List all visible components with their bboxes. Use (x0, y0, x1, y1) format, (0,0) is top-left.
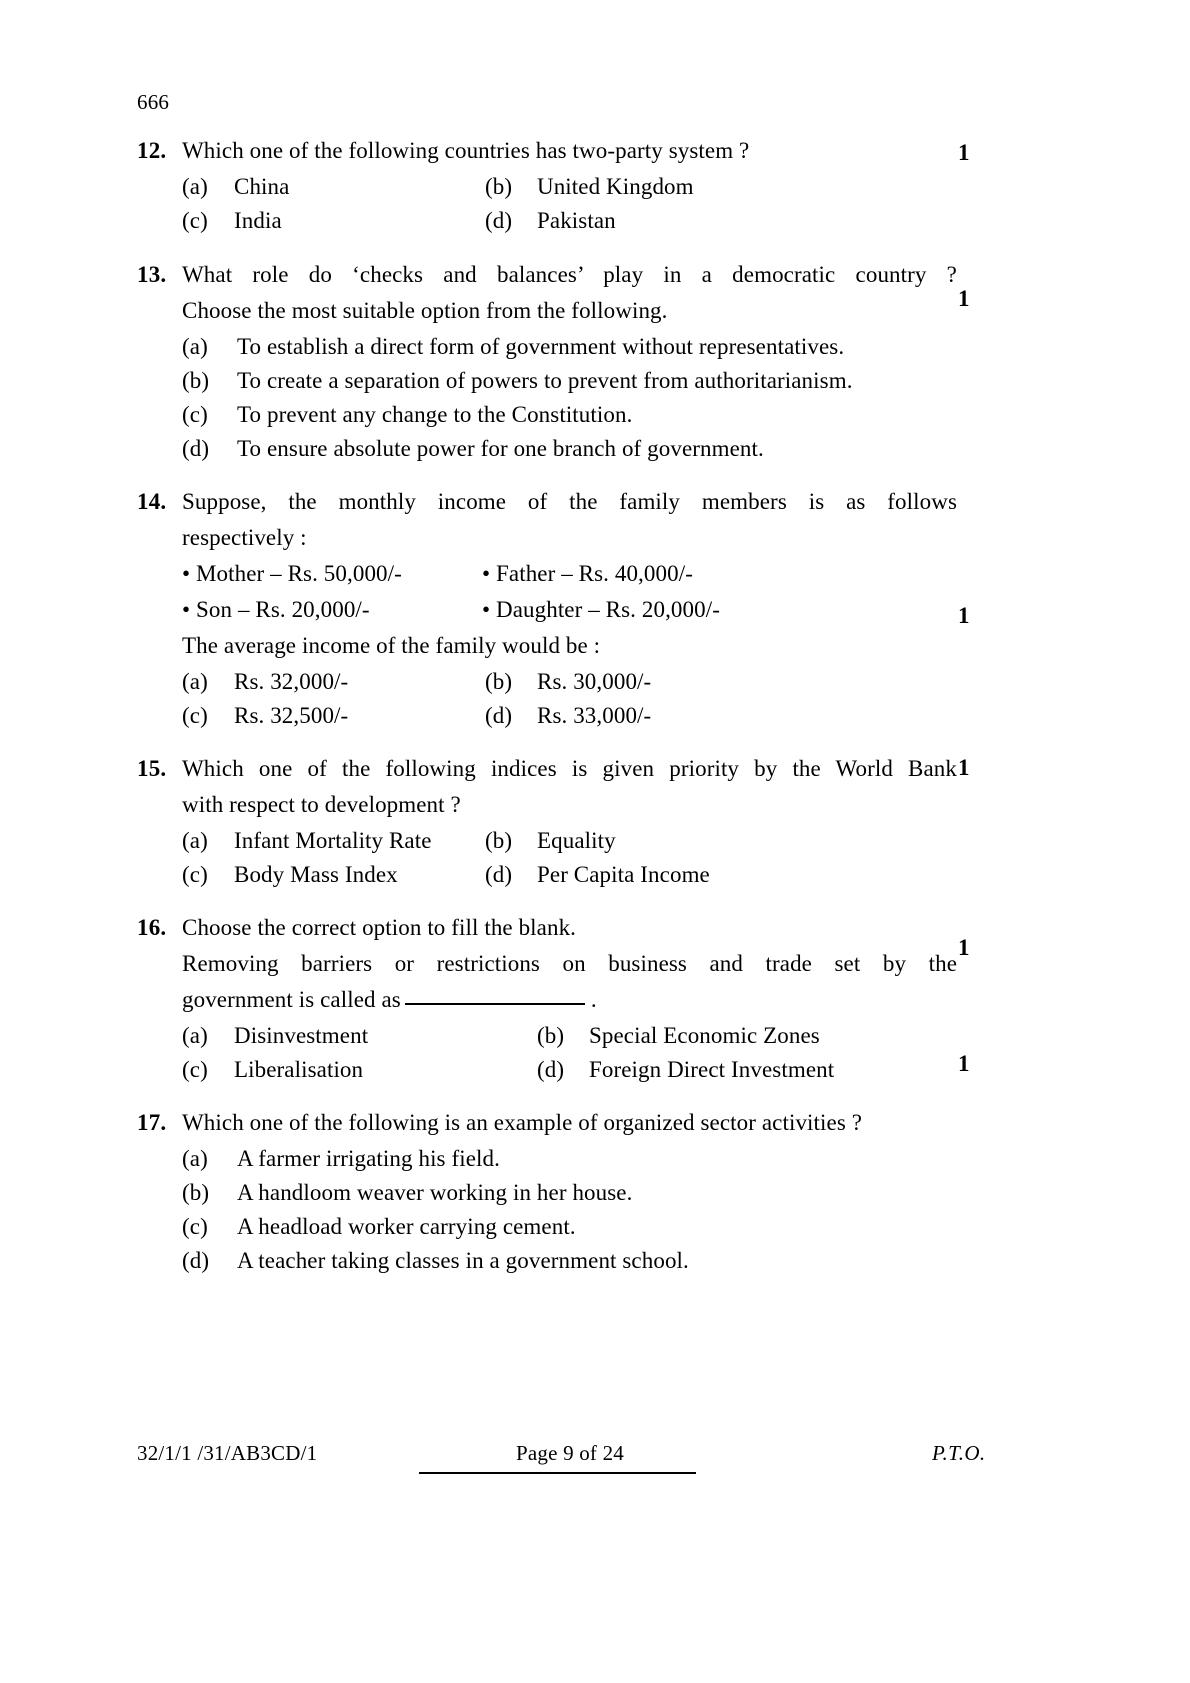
option-label: (c) (182, 1057, 208, 1082)
question-16 (137, 910, 1057, 1087)
option-text: Disinvestment (234, 1023, 369, 1048)
question-12 (137, 133, 1057, 238)
option-12-a[interactable] (182, 170, 485, 204)
option-15-a[interactable] (182, 824, 485, 858)
option-row (182, 170, 1057, 204)
option-text: Rs. 30,000/- (537, 669, 652, 694)
question-17 (137, 1105, 1057, 1278)
option-14-a[interactable] (182, 665, 485, 699)
marks-question-14: 1 (958, 603, 970, 628)
option-label: (b) (537, 1023, 565, 1048)
option-label: (d) (485, 208, 513, 233)
option-label: (b) (182, 368, 210, 393)
option-label: (b) (485, 828, 513, 853)
question-12-text: Which one of the following countries has two-party system ? (182, 138, 750, 163)
footer-page-number: Page 9 of 24 (516, 1441, 624, 1465)
option-label: (a) (182, 334, 208, 359)
question-16-line-2: Removing barriers or restrictions on business and trade set by the (182, 951, 957, 976)
question-12-number: 12. (137, 138, 167, 163)
option-label: (d) (485, 703, 513, 728)
question-13-line-1: What role do ‘checks and balances’ play in a democratic country ? (182, 262, 957, 287)
option-14-c[interactable] (182, 699, 485, 733)
question-14-line-2: respectively : (182, 525, 307, 550)
option-label: (a) (182, 828, 208, 853)
option-label: (a) (182, 1146, 208, 1171)
option-text: A farmer irrigating his field. (237, 1146, 500, 1171)
option-label: (b) (485, 174, 513, 199)
income-row (182, 556, 1057, 592)
income-mother: • Mother – Rs. 50,000/- (182, 561, 402, 586)
question-15-number: 15. (137, 756, 167, 781)
option-text: To establish a direct form of government without representatives. (237, 334, 845, 359)
option-14-d[interactable] (485, 699, 1057, 733)
footer-rule (419, 1472, 696, 1474)
option-label: (d) (182, 1248, 210, 1273)
option-text: Liberalisation (234, 1057, 364, 1082)
option-text: India (234, 208, 282, 233)
option-16-a[interactable] (182, 1019, 537, 1053)
question-16-line-1: Choose the correct option to fill the blank. (182, 915, 577, 940)
marks-question-13: 1 (958, 286, 970, 311)
question-16-blank-suffix: . (590, 987, 597, 1012)
questions-container (137, 133, 1057, 1295)
option-13-c[interactable] (182, 398, 1057, 432)
footer-paper-code: 32/1/1 /31/AB3CD/1 (137, 1441, 318, 1465)
income-father: • Father – Rs. 40,000/- (482, 561, 693, 586)
option-text: A headload worker carrying cement. (237, 1214, 576, 1239)
option-17-d[interactable] (182, 1244, 1057, 1278)
option-12-c[interactable] (182, 204, 485, 238)
marks-question-12: 1 (958, 140, 970, 165)
option-17-a[interactable] (182, 1142, 1057, 1176)
option-text: United Kingdom (537, 174, 694, 199)
question-15-line-1: Which one of the following indices is given priority by the World Bank (182, 756, 957, 781)
option-text: Equality (537, 828, 616, 853)
option-12-b[interactable] (485, 170, 1057, 204)
question-14-number: 14. (137, 489, 167, 514)
option-label: (b) (485, 669, 513, 694)
option-label: (d) (182, 436, 210, 461)
option-15-b[interactable] (485, 824, 1057, 858)
option-text: Foreign Direct Investment (589, 1057, 835, 1082)
option-row (182, 699, 1057, 733)
option-text: China (234, 174, 290, 199)
option-text: Special Economic Zones (589, 1023, 820, 1048)
option-text: Rs. 32,500/- (234, 703, 349, 728)
option-16-c[interactable] (182, 1053, 537, 1087)
option-17-c[interactable] (182, 1210, 1057, 1244)
option-label: (a) (182, 1023, 208, 1048)
income-row (182, 592, 1057, 628)
option-13-b[interactable] (182, 364, 1057, 398)
question-16-options (182, 1019, 1057, 1087)
option-row (182, 858, 1057, 892)
option-label: (c) (182, 208, 208, 233)
option-15-d[interactable] (485, 858, 1057, 892)
option-text: A handloom weaver working in her house. (237, 1180, 633, 1205)
option-text: Per Capita Income (537, 862, 710, 887)
question-17-number: 17. (137, 1110, 167, 1135)
question-13-text (182, 257, 957, 329)
option-row (182, 824, 1057, 858)
paper-code: 666 (137, 90, 170, 114)
option-text: To ensure absolute power for one branch of government. (237, 436, 764, 461)
option-13-d[interactable] (182, 432, 1057, 466)
question-16-text (182, 910, 957, 1018)
option-label: (a) (182, 669, 208, 694)
question-14-line-1: Suppose, the monthly income of the family members is as follows (182, 489, 957, 514)
marks-question-17: 1 (958, 1051, 970, 1076)
option-row (182, 204, 1057, 238)
option-text: To create a separation of powers to prevent from authoritarianism. (237, 368, 853, 393)
marks-question-16: 1 (958, 935, 970, 960)
option-row (182, 1053, 1057, 1087)
income-son: • Son – Rs. 20,000/- (182, 597, 370, 622)
question-12-options (182, 170, 1057, 238)
option-text: A teacher taking classes in a government school. (237, 1248, 689, 1273)
option-label: (c) (182, 703, 208, 728)
option-text: Body Mass Index (234, 862, 398, 887)
option-label: (c) (182, 1214, 208, 1239)
question-15-options (182, 824, 1057, 892)
option-text: To prevent any change to the Constitution. (237, 402, 633, 427)
footer-pto: P.T.O. (932, 1441, 986, 1465)
option-label: (d) (537, 1057, 565, 1082)
question-14-closing-line: The average income of the family would be : (182, 633, 601, 658)
question-14-text (182, 484, 957, 556)
option-label: (d) (485, 862, 513, 887)
option-14-b[interactable] (485, 665, 1057, 699)
option-text: Rs. 32,000/- (234, 669, 349, 694)
question-16-line-3-text: government is called as (182, 987, 401, 1012)
page-footer (0, 1441, 1190, 1501)
question-14-options (182, 665, 1057, 733)
question-14 (137, 484, 1057, 733)
option-row (182, 1019, 1057, 1053)
marks-question-15: 1 (958, 755, 970, 780)
question-14-income-list (182, 556, 1057, 628)
option-label: (c) (182, 862, 208, 887)
question-13-line-2: Choose the most suitable option from the following. (182, 298, 668, 323)
question-15-text (182, 751, 957, 823)
option-text: Infant Mortality Rate (234, 828, 432, 853)
option-13-a[interactable] (182, 330, 1057, 364)
option-17-b[interactable] (182, 1176, 1057, 1210)
option-label: (c) (182, 402, 208, 427)
option-15-c[interactable] (182, 858, 485, 892)
question-16-number: 16. (137, 915, 167, 940)
option-label: (a) (182, 174, 208, 199)
income-daughter: • Daughter – Rs. 20,000/- (482, 597, 720, 622)
option-row (182, 665, 1057, 699)
option-text: Rs. 33,000/- (537, 703, 652, 728)
option-12-d[interactable] (485, 204, 1057, 238)
question-15-line-2: with respect to development ? (182, 792, 461, 817)
question-13 (137, 257, 1057, 466)
question-13-options (182, 330, 1057, 466)
question-17-options (182, 1142, 1057, 1278)
question-16-line-3 (182, 982, 957, 1018)
question-13-number: 13. (137, 262, 167, 287)
option-text: Pakistan (537, 208, 616, 233)
fill-in-blank[interactable] (405, 983, 585, 1005)
question-17-text: Which one of the following is an example of organized sector activities ? (182, 1110, 863, 1135)
option-label: (b) (182, 1180, 210, 1205)
question-15 (137, 751, 1057, 892)
